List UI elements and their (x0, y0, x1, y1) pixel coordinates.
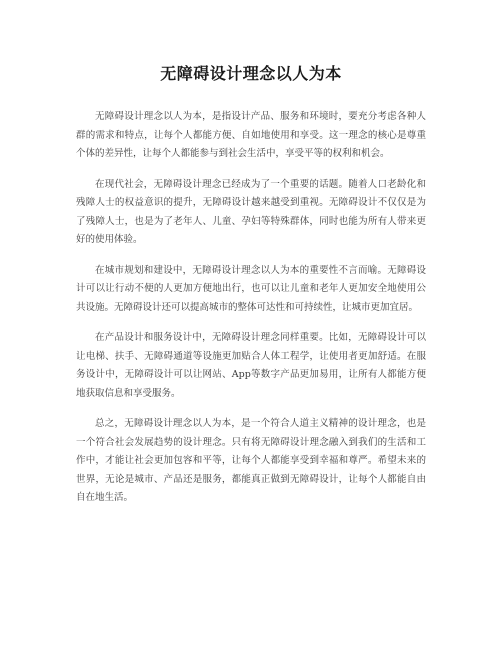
paragraph-4: 在产品设计和服务设计中，无障碍设计理念同样重要。比如，无障碍设计可以让电梯、扶手、无障碍通道等设施更加贴合人体工程学，让使用者更加舒适。在服务设计中，无障碍设计可以让网站、App等数字产品更加易用，让所有人都能方便地获取信息和享受服务。 (76, 332, 426, 399)
paragraph-1: 无障碍设计理念以人为本，是指设计产品、服务和环境时，要充分考虑各种人群的需求和特点，让每个人都能方便、自如地使用和享受。这一理念的核心是尊重个体的差异性，让每个人都能参与到社会生活中，享受平等的权利和机会。 (76, 111, 426, 159)
paragraph-3: 在城市规划和建设中，无障碍设计理念以人为本的重要性不言而喻。无障碍设计可以让行动不便的人更加方便地出行，也可以让儿童和老年人更加安全地使用公共设施。无障碍设计还可以提高城市的整体可达性和可持续性，让城市更加宜居。 (76, 264, 426, 313)
paragraph-2: 在现代社会，无障碍设计理念已经成为了一个重要的话题。随着人口老龄化和残障人士的权益意识的提升，无障碍设计越来越受到重视。无障碍设计不仅仅是为了残障人士，也是为了老年人、儿童、孕妇等特殊群体，同时也能为所有人带来更好的使用体验。 (76, 178, 426, 245)
paragraph-5: 总之，无障碍设计理念以人为本，是一个符合人道主义精神的设计理念，也是一个符合社会发展趋势的设计理念。只有将无障碍设计理念融入到我们的生活和工作中，才能让社会更加包容和平等，让每个人都能享受到幸福和尊严。希望未来的世界，无论是城市、产品还是服务，都能真正做到无障碍设计，让每个人都能自由自在地生活。 (76, 418, 426, 503)
document-title: 无障碍设计理念以人为本 (160, 64, 342, 83)
